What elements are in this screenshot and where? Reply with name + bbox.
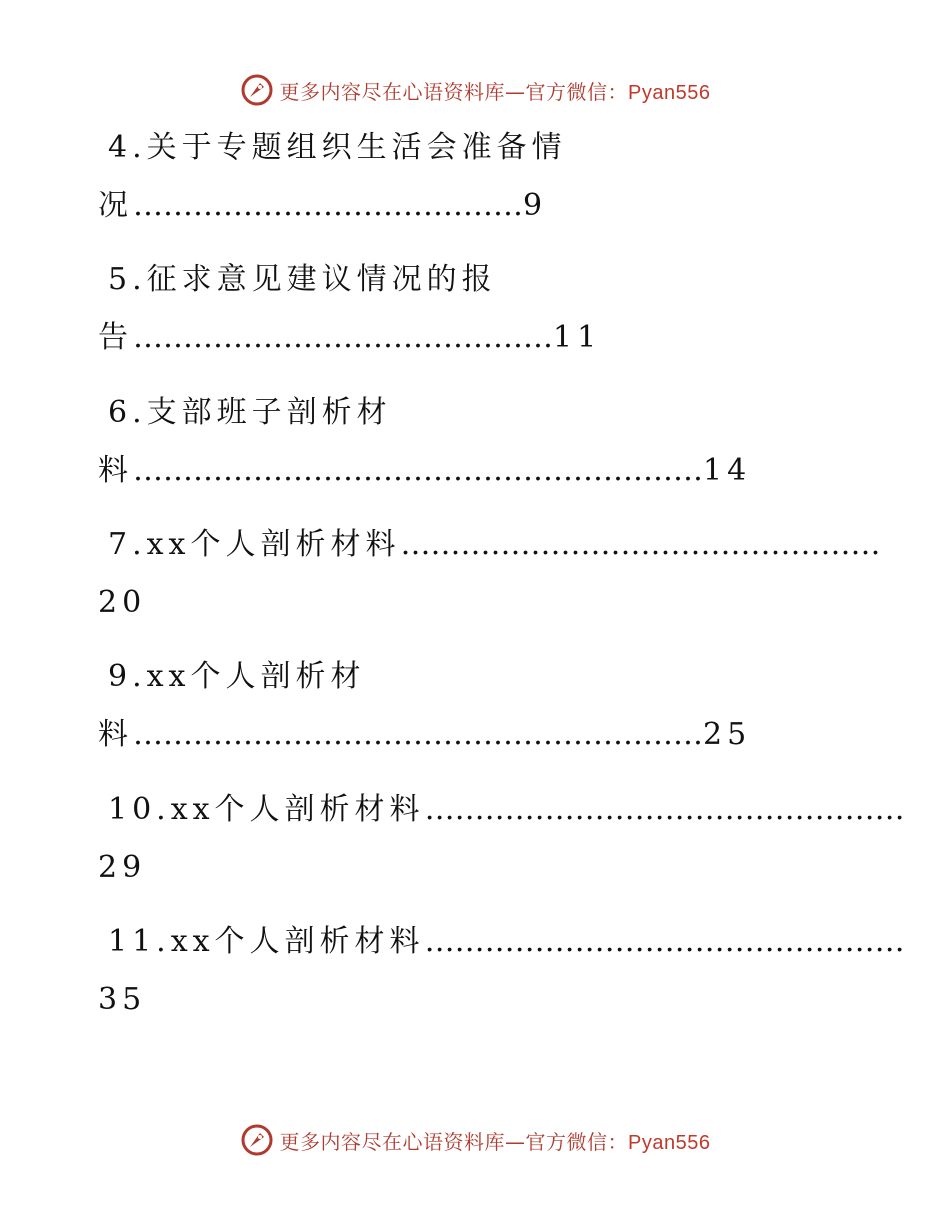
watermark-text: 更多内容尽在心语资料库—官方微信：Pyan556	[279, 1129, 711, 1154]
pen-nib-circle-icon	[240, 73, 274, 107]
toc-entry-continuation: 告……………………………………11	[98, 320, 602, 355]
toc-entry-continuation: 20	[98, 585, 147, 620]
toc-entry-continuation: 35	[98, 982, 147, 1017]
toc-entry-continuation: 料…………………………………………………14	[98, 453, 752, 488]
pen-nib-circle-icon	[240, 1123, 274, 1157]
toc-entry-title: 10.xx个人剖析材料…………………………………………	[108, 792, 905, 827]
toc-entry-title: 4.关于专题组织生活会准备情	[108, 130, 567, 165]
toc-entry-continuation: 29	[98, 850, 147, 885]
toc-entry-title: 11.xx个人剖析材料…………………………………………	[108, 924, 905, 959]
toc-entry-title: 5.征求意见建议情况的报	[108, 262, 497, 297]
toc-entry-title: 6.支部班子剖析材	[108, 395, 392, 430]
watermark-text: 更多内容尽在心语资料库—官方微信：Pyan556	[279, 79, 711, 104]
toc-entry-title: 9.xx个人剖析材	[108, 659, 366, 694]
toc-entry-continuation: 况…………………………………9	[98, 188, 548, 223]
header-watermark	[0, 70, 950, 110]
footer-watermark	[0, 1120, 950, 1160]
toc-entry-continuation: 料…………………………………………………25	[98, 717, 752, 752]
toc-entry-title: 7.xx个人剖析材料…………………………………………	[108, 527, 881, 562]
